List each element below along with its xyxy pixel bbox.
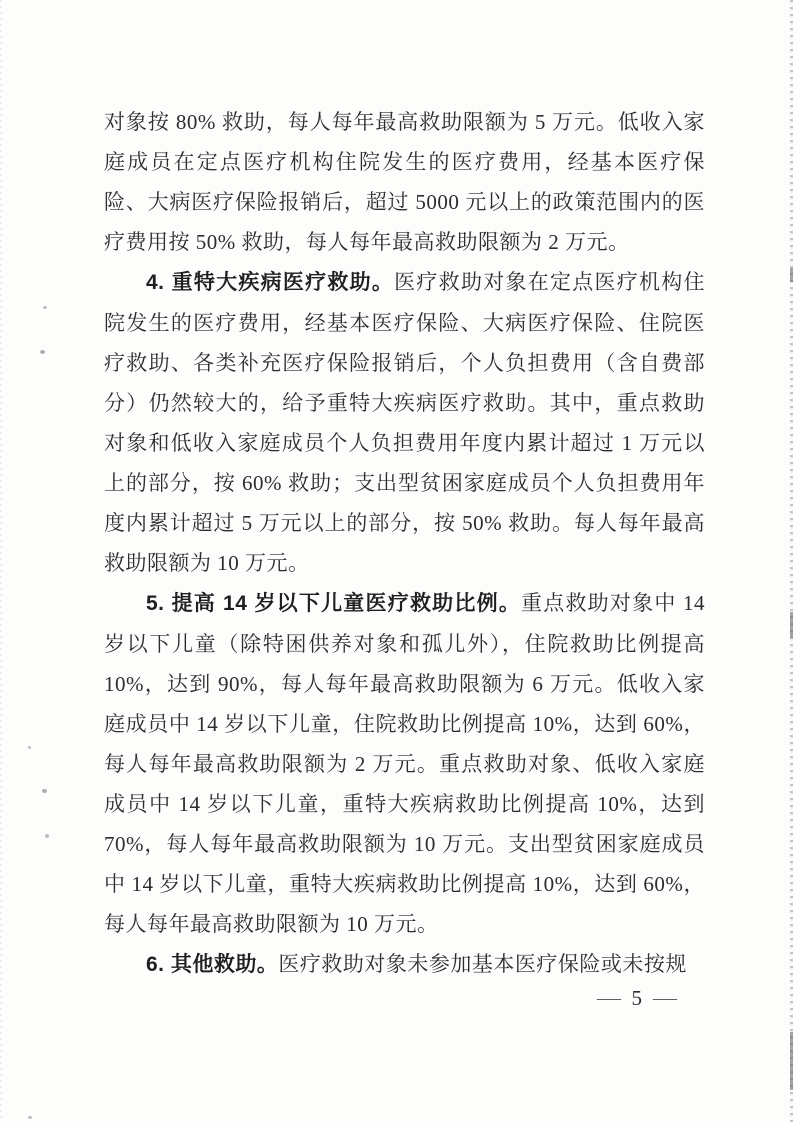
paragraph-lead: 5. 提高 14 岁以下儿童医疗救助比例。 <box>146 592 522 615</box>
paragraph-lead: 4. 重特大疾病医疗救助。 <box>146 271 395 294</box>
paragraph-body: 医疗救助对象未参加基本医疗保险或未按规 <box>278 952 687 976</box>
paragraph-body: 对象按 80% 救助，每人每年最高救助限额为 5 万元。低收入家庭成员在定点医疗机构住院发生的医疗费用，经基本医疗保险、大病医疗保险报销后，超过 5000 元以上的政策范围内的医疗费用按 50% 救助，每人每年最高救助限额为 2 万元。 <box>104 110 705 254</box>
paragraph-lead: 6. 其他救助。 <box>146 953 279 976</box>
paragraph-medical-aid-continuation <box>104 102 705 262</box>
paragraph-item-4-serious-illness-aid <box>104 262 705 583</box>
scan-speck <box>45 834 49 838</box>
document-text-block <box>104 102 705 985</box>
paragraph-body: 重点救助对象中 14 岁以下儿童（除特困供养对象和孤儿外），住院救助比例提高 10%，达到 90%，每人每年最高救助限额为 6 万元。低收入家庭成员中 14 岁以下儿童，住院救助比例提高 10%，达到 60%，每人每年最高救助限额为 2 万元。重点救助对象、低收入家庭成员中 14 岁以下儿童，重特大疾病救助比例提高 10%，达到 70%，每人每年最高救助限额为 10 万元。支出型贫困家庭成员中 14 岁以下儿童，重特大疾病救助比例提高 10%，达到 60%，每人每年最高救助限额为 10 万元。 <box>104 591 706 936</box>
page-footer <box>596 984 677 1012</box>
scan-speck <box>40 350 45 354</box>
scan-speck <box>43 306 47 309</box>
paragraph-body: 医疗救助对象在定点医疗机构住院发生的医疗费用，经基本医疗保险、大病医疗保险、住院医疗救助、各类补充医疗保险报销后，个人负担费用（含自费部分）仍然较大的，给予重特大疾病医疗救助。其中，重点救助对象和低收入家庭成员个人负担费用年度内累计超过 1 万元以上的部分，按 60% 救助；支出型贫困家庭成员个人负担费用年度内累计超过 5 万元以上的部分，按 50% 救助。每人每年最高救助限额为 10 万元。 <box>104 270 705 575</box>
footer-right-dash: — <box>653 986 677 1009</box>
scan-speck <box>42 789 47 793</box>
scan-edge-artifact-left <box>0 0 2 1122</box>
footer-page-number: 5 <box>631 985 642 1010</box>
paragraph-item-6-other-aid <box>104 944 705 985</box>
footer-left-dash: — <box>596 986 621 1009</box>
paragraph-item-5-children-aid-ratio <box>104 583 705 944</box>
scan-speck <box>28 746 31 749</box>
scan-speck <box>28 1116 32 1119</box>
